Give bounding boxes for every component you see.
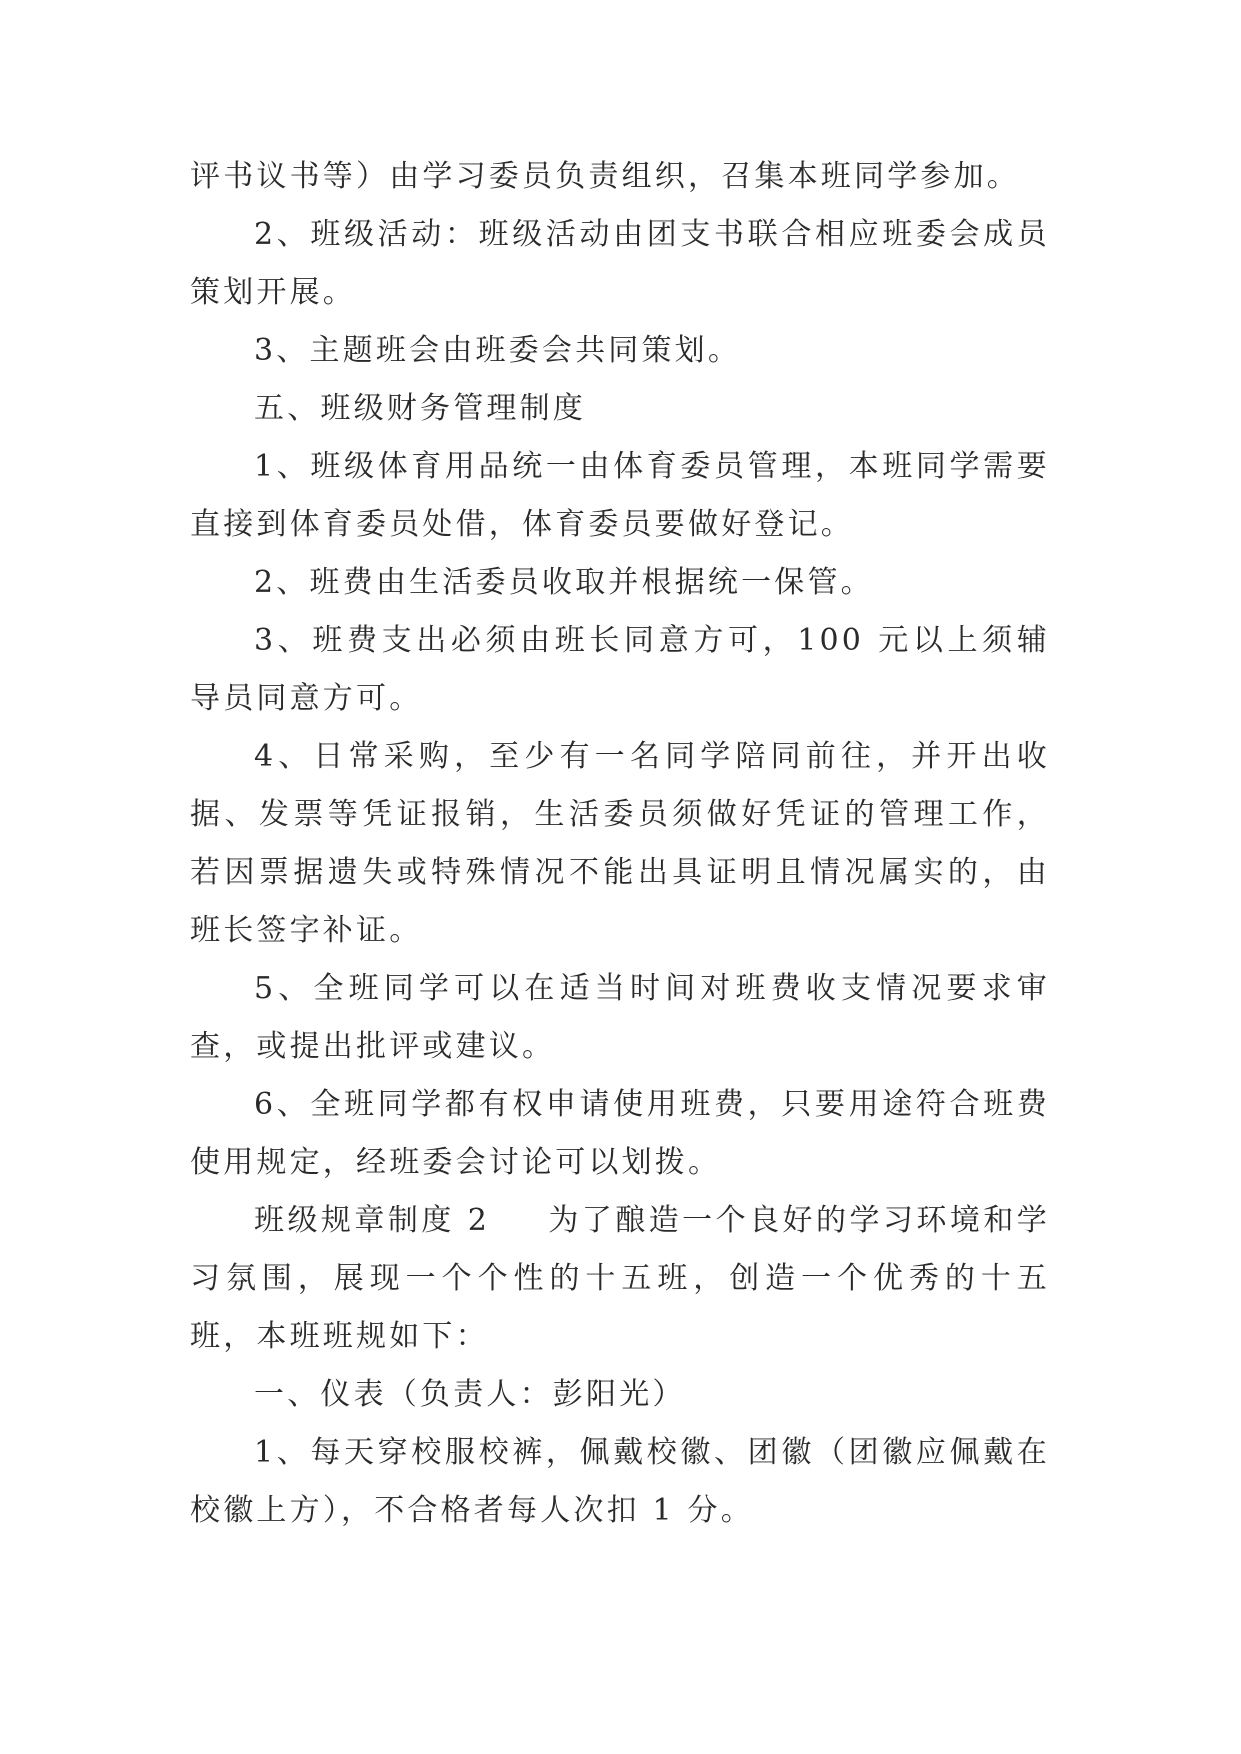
section2-title: 班级规章制度 2 xyxy=(254,1203,491,1238)
paragraph: 1、每天穿校服校裤，佩戴校徽、团徽（团徽应佩戴在校徽上方），不合格者每人次扣 1 分。 xyxy=(190,1435,1050,1528)
section2-paragraph xyxy=(190,1192,1050,1366)
paragraph: 6、全班同学都有权申请使用班费，只要用途符合班费使用规定，经班委会讨论可以划拨。 xyxy=(190,1087,1050,1180)
section-heading: 一、仪表（负责人：彭阳光） xyxy=(254,1377,686,1412)
section-heading: 五、班级财务管理制度 xyxy=(254,391,586,426)
paragraph: 评书议书等）由学习委员负责组织，召集本班同学参加。 xyxy=(190,159,1020,194)
document-body xyxy=(190,148,1050,1540)
paragraph: 1、班级体育用品统一由体育委员管理，本班同学需要直接到体育委员处借，体育委员要做好登记。 xyxy=(190,449,1050,542)
paragraph: 3、主题班会由班委会共同策划。 xyxy=(254,333,742,368)
paragraph: 2、班级活动：班级活动由团支书联合相应班委会成员策划开展。 xyxy=(190,217,1050,310)
paragraph: 2、班费由生活委员收取并根据统一保管。 xyxy=(254,565,874,600)
paragraph: 3、班费支出必须由班长同意方可，100 元以上须辅导员同意方可。 xyxy=(190,623,1050,716)
section2-intro: 为了酿造一个良好的学习环境和学习氛围，展现一个个性的十五班，创造一个优秀的十五班，本班班规如下： xyxy=(190,1203,1050,1354)
paragraph: 4、日常采购，至少有一名同学陪同前往，并开出收据、发票等凭证报销，生活委员须做好凭证的管理工作，若因票据遗失或特殊情况不能出具证明且情况属实的，由班长签字补证。 xyxy=(190,739,1050,948)
paragraph: 5、全班同学可以在适当时间对班费收支情况要求审查，或提出批评或建议。 xyxy=(190,971,1050,1064)
